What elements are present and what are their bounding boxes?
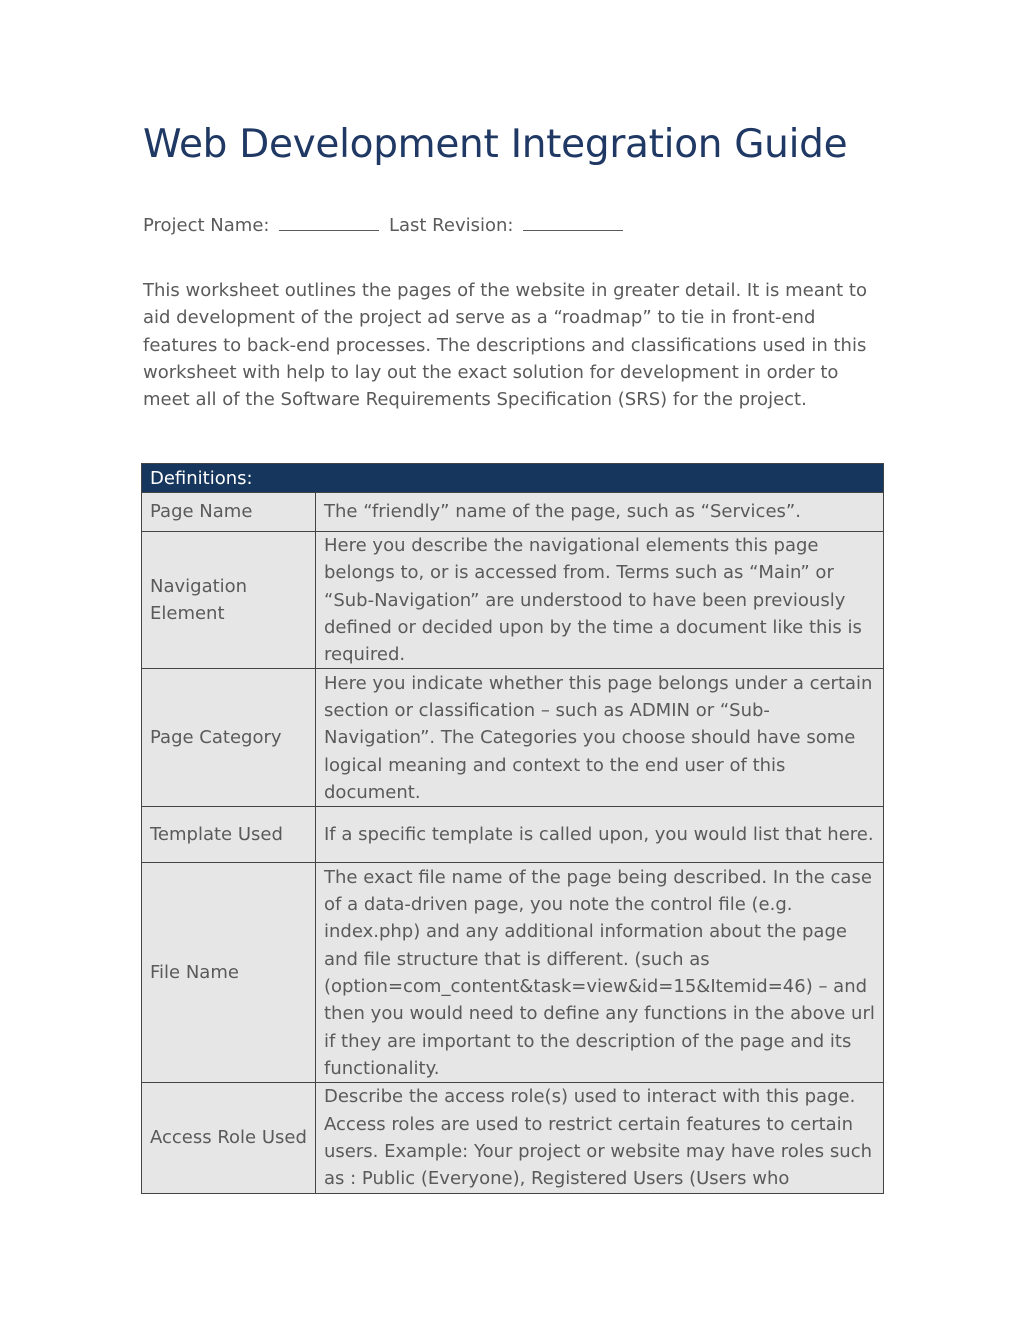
- term-cell: Navigation Element: [142, 532, 316, 669]
- table-row: [142, 1083, 884, 1193]
- document-title: Web Development Integration Guide: [143, 122, 848, 167]
- description-cell: If a specific template is called upon, you would list that here.: [316, 807, 884, 863]
- term-cell: Page Category: [142, 669, 316, 807]
- definitions-header-row: [142, 464, 884, 493]
- definitions-table: [141, 463, 884, 1194]
- description-cell: Here you indicate whether this page belongs under a certain section or classification – such as ADMIN or “Sub-Navigation”. The Categories you choose should have some logical meaning and context to the end user of this document.: [316, 669, 884, 807]
- project-name-label: Project Name:: [143, 215, 270, 236]
- table-row: [142, 863, 884, 1083]
- table-row: [142, 532, 884, 669]
- description-cell: The “friendly” name of the page, such as “Services”.: [316, 493, 884, 532]
- project-name-blank[interactable]: [279, 214, 379, 231]
- term-cell: Template Used: [142, 807, 316, 863]
- term-cell: File Name: [142, 863, 316, 1083]
- table-row: [142, 807, 884, 863]
- table-row: [142, 669, 884, 807]
- description-cell: The exact file name of the page being described. In the case of a data-driven page, you note the control file (e.g. index.php) and any additional information about the page and file structure that is different. (such as (option=com_content&task=view&id=15&Itemid=46) – and then you would need to define any functions in the above url if they are important to the description of the page and its functionality.: [316, 863, 884, 1083]
- description-cell: Here you describe the navigational elements this page belongs to, or is accessed from. Terms such as “Main” or “Sub-Navigation” are understood to have been previously defined or decided upon by the time a document like this is required.: [316, 532, 884, 669]
- last-revision-blank[interactable]: [523, 214, 623, 231]
- term-cell: Access Role Used: [142, 1083, 316, 1193]
- last-revision-label: Last Revision:: [388, 215, 514, 236]
- intro-paragraph: This worksheet outlines the pages of the website in greater detail. It is meant to aid development of the project ad serve as a “roadmap” to tie in front-end features to back-end processes. The descriptions and classifications used in this worksheet with help to lay out the exact solution for development in order to meet all of the Software Requirements Specification (SRS) for the project.: [143, 280, 867, 411]
- table-row: [142, 493, 884, 532]
- description-cell: Describe the access role(s) used to interact with this page. Access roles are used to restrict certain features to certain users. Example: Your project or website may have roles such as : Public (Everyone), Registered Users (Users who: [316, 1083, 884, 1193]
- project-meta-line: [143, 214, 627, 236]
- definitions-header: Definitions:: [142, 464, 884, 493]
- term-cell: Page Name: [142, 493, 316, 532]
